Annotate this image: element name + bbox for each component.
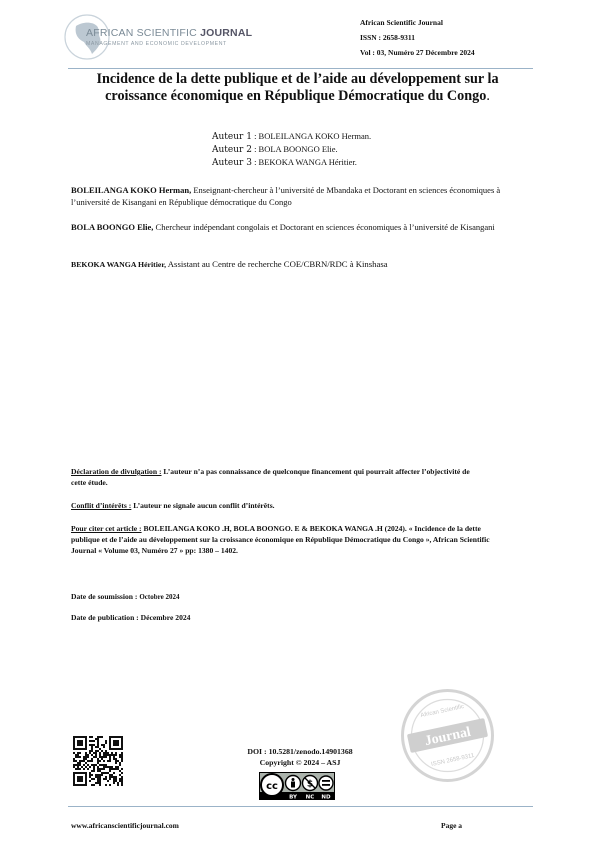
journal-info <box>360 15 475 60</box>
author-1: Auteur 1 : BOLEILANGA KOKO Herman. <box>212 131 372 142</box>
header-rule <box>68 68 533 69</box>
svg-text:ND: ND <box>321 794 331 800</box>
citation: Pour citer cet article : BOLEILANGA KOKO .H, BOLA BOONGO. E & BEKOKA WANGA .H (2024). « Incidence de la dette publique et de l’aide au développement sur la croissance économique en République Démocratique du Congo », African Scientific Journal « Volume 03, Numéro 27 » pp: 1380 – 1402. <box>71 524 490 555</box>
submission-date: Date de soumission : Octobre 2024 <box>71 592 180 601</box>
page-number: Page a <box>441 821 463 830</box>
affiliation-1: BOLEILANGA KOKO Herman, Enseignant-chercheur à l’université de Mbandaka et Doctorant en sciences économiques à l’université de Kisangani en République démocratique du Congo <box>71 185 501 207</box>
copyright: Copyright © 2024 – ASJ <box>259 758 341 767</box>
volume-info: Vol : 03, Numéro 27 Décembre 2024 <box>360 48 475 57</box>
qr-code[interactable] <box>73 736 123 786</box>
stamp-center-text: Journal <box>423 724 473 750</box>
stamp-bottom-text: ISSN 2658-9311 <box>430 752 475 768</box>
stamp-top-text: African Scientific <box>420 703 465 720</box>
author-3: Auteur 3 : BEKOKA WANGA Héritier. <box>212 157 357 168</box>
journal-name: African Scientific Journal <box>360 18 443 27</box>
doi-link[interactable]: DOI : 10.5281/zenodo.14901368 <box>247 747 353 756</box>
journal-stamp-icon <box>400 688 495 783</box>
affiliation-2: BOLA BOONGO Elie, Chercheur indépendant congolais et Doctorant en sciences économiques à l’université de Kisangani <box>71 222 495 232</box>
cc-license-badge[interactable] <box>259 772 335 800</box>
title-line-1: Incidence de la dette publique et de l’aide au développement sur la <box>96 71 499 87</box>
svg-text:$: $ <box>306 779 314 790</box>
author-list <box>212 130 371 169</box>
affiliation-3: BEKOKA WANGA Héritier, Assistant au Centre de recherche COE/CBRN/RDC à Kinshasa <box>71 259 388 269</box>
nd-equals-icon <box>319 776 333 790</box>
logo-name: AFRICAN SCIENTIFIC JOURNAL <box>86 27 253 39</box>
issn: ISSN : 2658-9311 <box>360 33 416 42</box>
website-link[interactable]: www.africanscientificjournal.com <box>71 821 179 830</box>
doi-block <box>200 746 400 768</box>
svg-text:cc: cc <box>266 781 278 792</box>
article-title <box>70 71 525 105</box>
author-2: Auteur 2 : BOLA BOONGO Elie. <box>212 144 338 155</box>
title-line-2: croissance économique en République Démocratique du Congo. <box>105 88 490 104</box>
svg-text:NC: NC <box>305 794 315 800</box>
footer-rule <box>68 806 533 807</box>
publication-date: Date de publication : Décembre 2024 <box>71 613 191 622</box>
svg-text:BY: BY <box>289 794 297 800</box>
logo-tagline: MANAGEMENT AND ECONOMIC DEVELOPMENT <box>86 41 227 47</box>
conflict-statement: Conflit d’intérêts : L’auteur ne signale aucun conflit d’intérêts. <box>71 501 275 510</box>
disclosure-statement: Déclaration de divulgation : L’auteur n’a pas connaissance de quelconque financement qui pourrait affecter l’objectivité de cette étude. <box>71 467 470 487</box>
